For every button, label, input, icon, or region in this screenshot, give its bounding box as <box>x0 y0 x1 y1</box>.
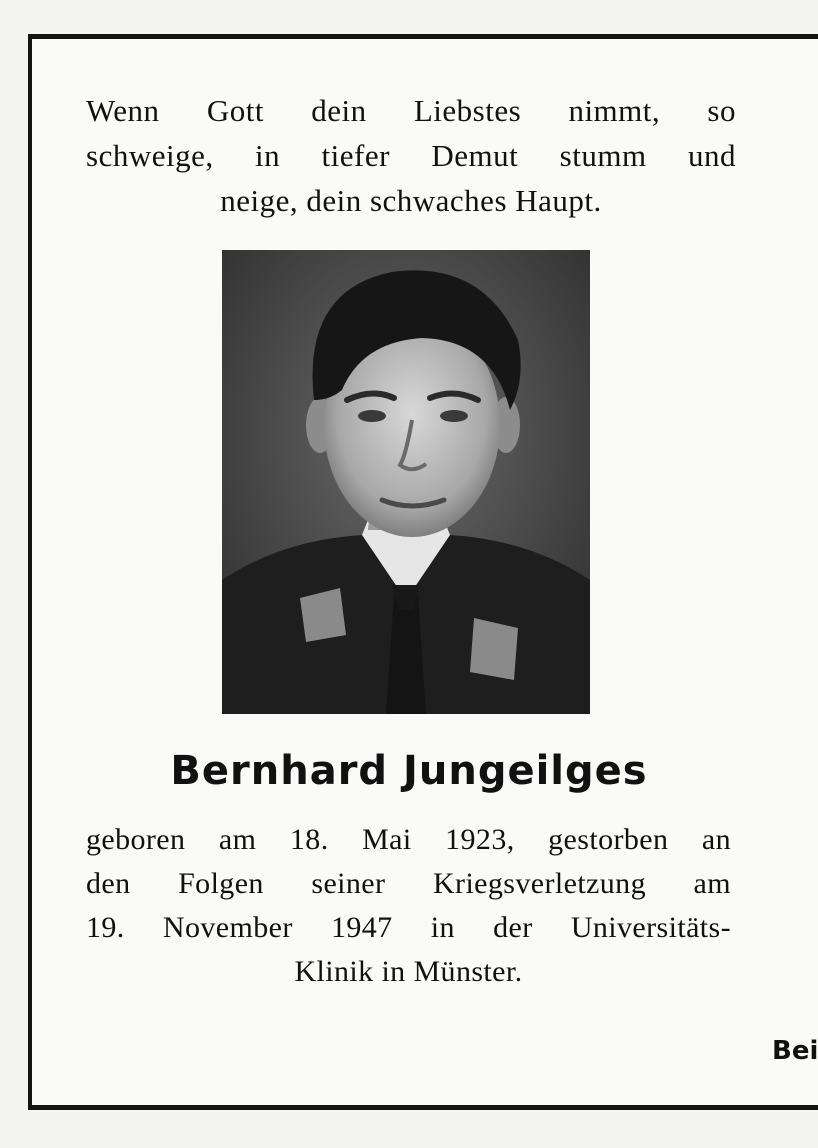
portrait-photo <box>222 250 590 714</box>
cutoff-heading: Bei <box>772 1036 818 1066</box>
portrait-illustration <box>222 250 590 714</box>
bio-line: den Folgen seiner Kriegsverletzung am <box>86 867 731 900</box>
bio-line: Klinik in Münster. <box>294 955 523 988</box>
verse-line: schweige, in tiefer Demut stumm und <box>86 138 736 173</box>
verse-line: neige, dein schwaches Haupt. <box>220 183 602 218</box>
memorial-verse <box>86 88 736 223</box>
deceased-name: Bernhard Jungeilges <box>170 748 648 794</box>
bio-line: geboren am 18. Mai 1923, gestorben an <box>86 823 731 856</box>
biography-text <box>86 818 731 994</box>
bio-line: 19. November 1947 in der Universitäts- <box>86 911 731 944</box>
verse-line: Wenn Gott dein Liebstes nimmt, so <box>86 93 736 128</box>
